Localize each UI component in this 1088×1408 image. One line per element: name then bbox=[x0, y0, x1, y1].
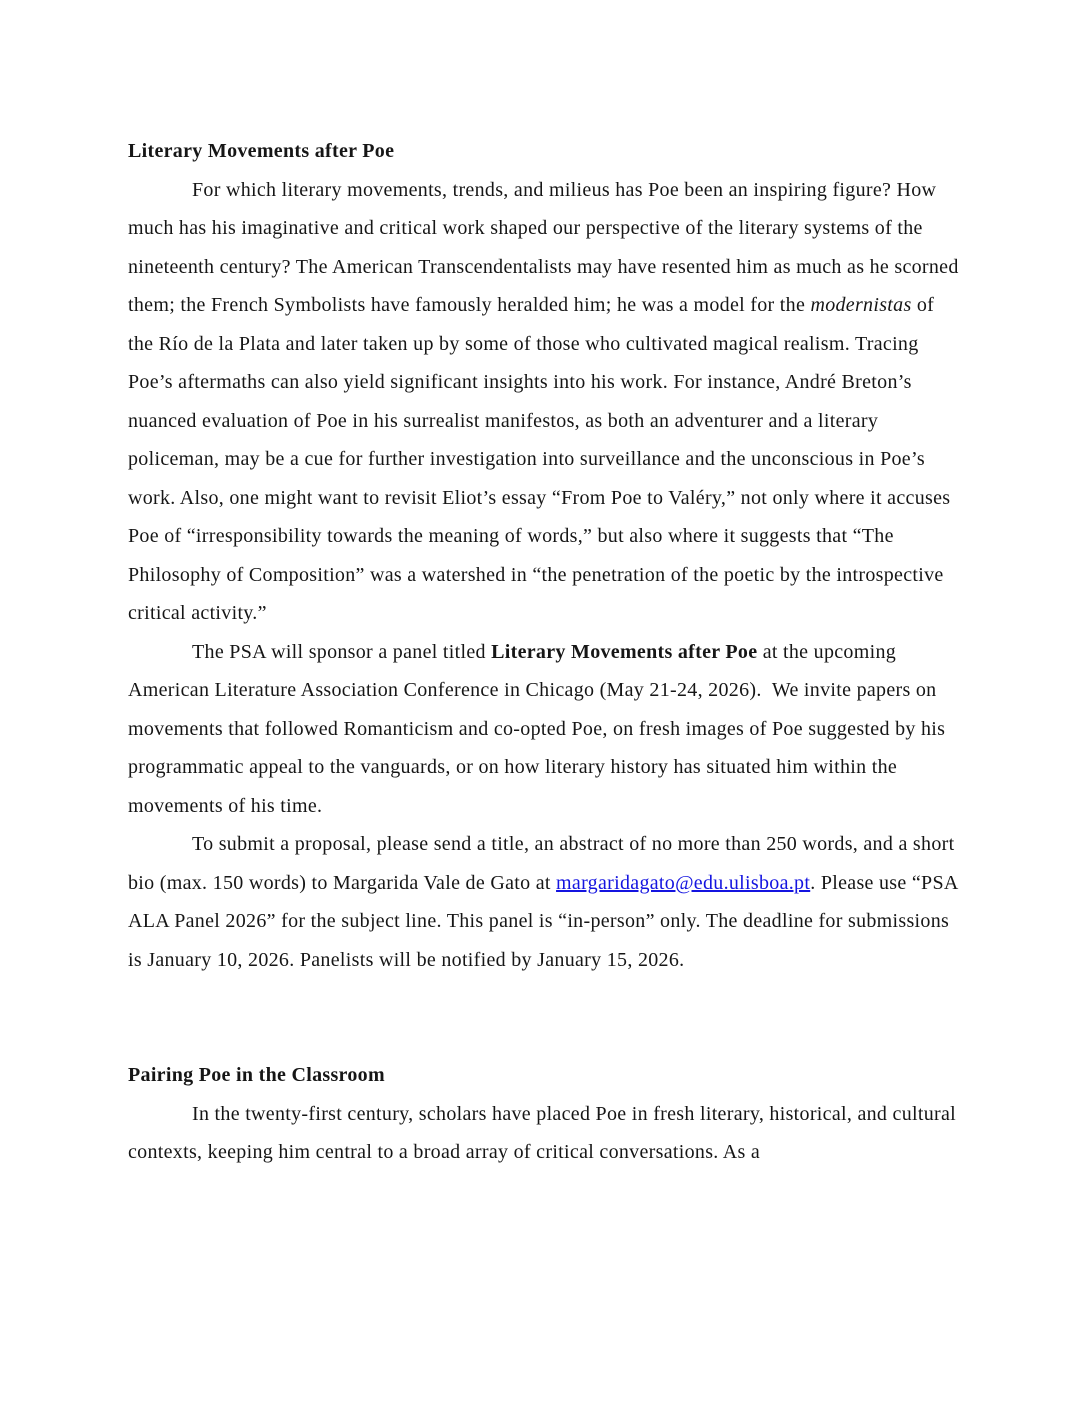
text-run: of the Río de la Plata and later taken up by some of those who cultivated magical realism. Tracing Poe’s aftermaths can also yield significant insights into his work. For instance, André Breton’s nuanced evaluation of Poe in his surrealist manifestos, as both an adventurer and a literary policeman, may be a cue for further investigation into surveillance and the unconscious in Poe’s work. Also, one might want to revisit Eliot’s essay “From Poe to Valéry,” not only where it accuses Poe of “irresponsibility towards the meaning of words,” but also where it suggests that “The Philosophy of Composition” was a watershed in “the penetration of the poetic by the introspective critical activity.” bbox=[128, 294, 956, 624]
text-run: In the twenty-first century, scholars have placed Poe in fresh literary, historical, and cultural contexts, keeping him central to a broad array of critical conversations. As a bbox=[128, 1102, 962, 1163]
section-heading-pairing-poe bbox=[128, 1056, 962, 1095]
email-link[interactable]: margaridagato@edu.ulisboa.pt bbox=[556, 871, 811, 894]
paragraph-classroom-intro bbox=[128, 1095, 962, 1172]
paragraph-panel-announcement bbox=[128, 633, 962, 826]
text-run: For which literary movements, trends, and milieus has Poe been an inspiring figure? How much has his imaginative and critical work shaped our perspective of the literary systems of the nineteenth century? The American Transcendentalists may have resented him as much as he scorned them; the French Symbolists have famously heralded him; he was a model for the bbox=[128, 178, 964, 316]
italic-text-run: modernistas bbox=[810, 294, 912, 316]
section-heading-literary-movements bbox=[128, 132, 962, 171]
bold-text-run: Literary Movements after Poe bbox=[491, 640, 758, 663]
bold-text-run: Pairing Poe in the Classroom bbox=[128, 1064, 385, 1086]
bold-text-run: Literary Movements after Poe bbox=[128, 140, 395, 162]
document-content bbox=[128, 132, 962, 1172]
text-run: The PSA will sponsor a panel titled bbox=[192, 640, 492, 663]
paragraph-intro bbox=[128, 171, 962, 633]
paragraph-submission-instructions bbox=[128, 825, 962, 979]
text-run: at the upcoming American Literature Association Conference in Chicago (May 21-24, 2026). We invite papers on movements that followed Romanticism and co-opted Poe, on fresh images of Poe suggested by his programmatic appeal to the vanguards, or on how literary history has situated him within the movements of his time. bbox=[128, 640, 951, 817]
text-run: . Please use “PSA ALA Panel 2026” for the subject line. This panel is “in-person” only. The deadline for submissions is January 10, 2026. Panelists will be notified by January 15, 2026. bbox=[128, 871, 962, 971]
blank-lines bbox=[128, 979, 962, 1056]
text-run: To submit a proposal, please send a title, an abstract of no more than 250 words, and a short bio (max. 150 words) to Margarida Vale de Gato at bbox=[128, 833, 960, 894]
